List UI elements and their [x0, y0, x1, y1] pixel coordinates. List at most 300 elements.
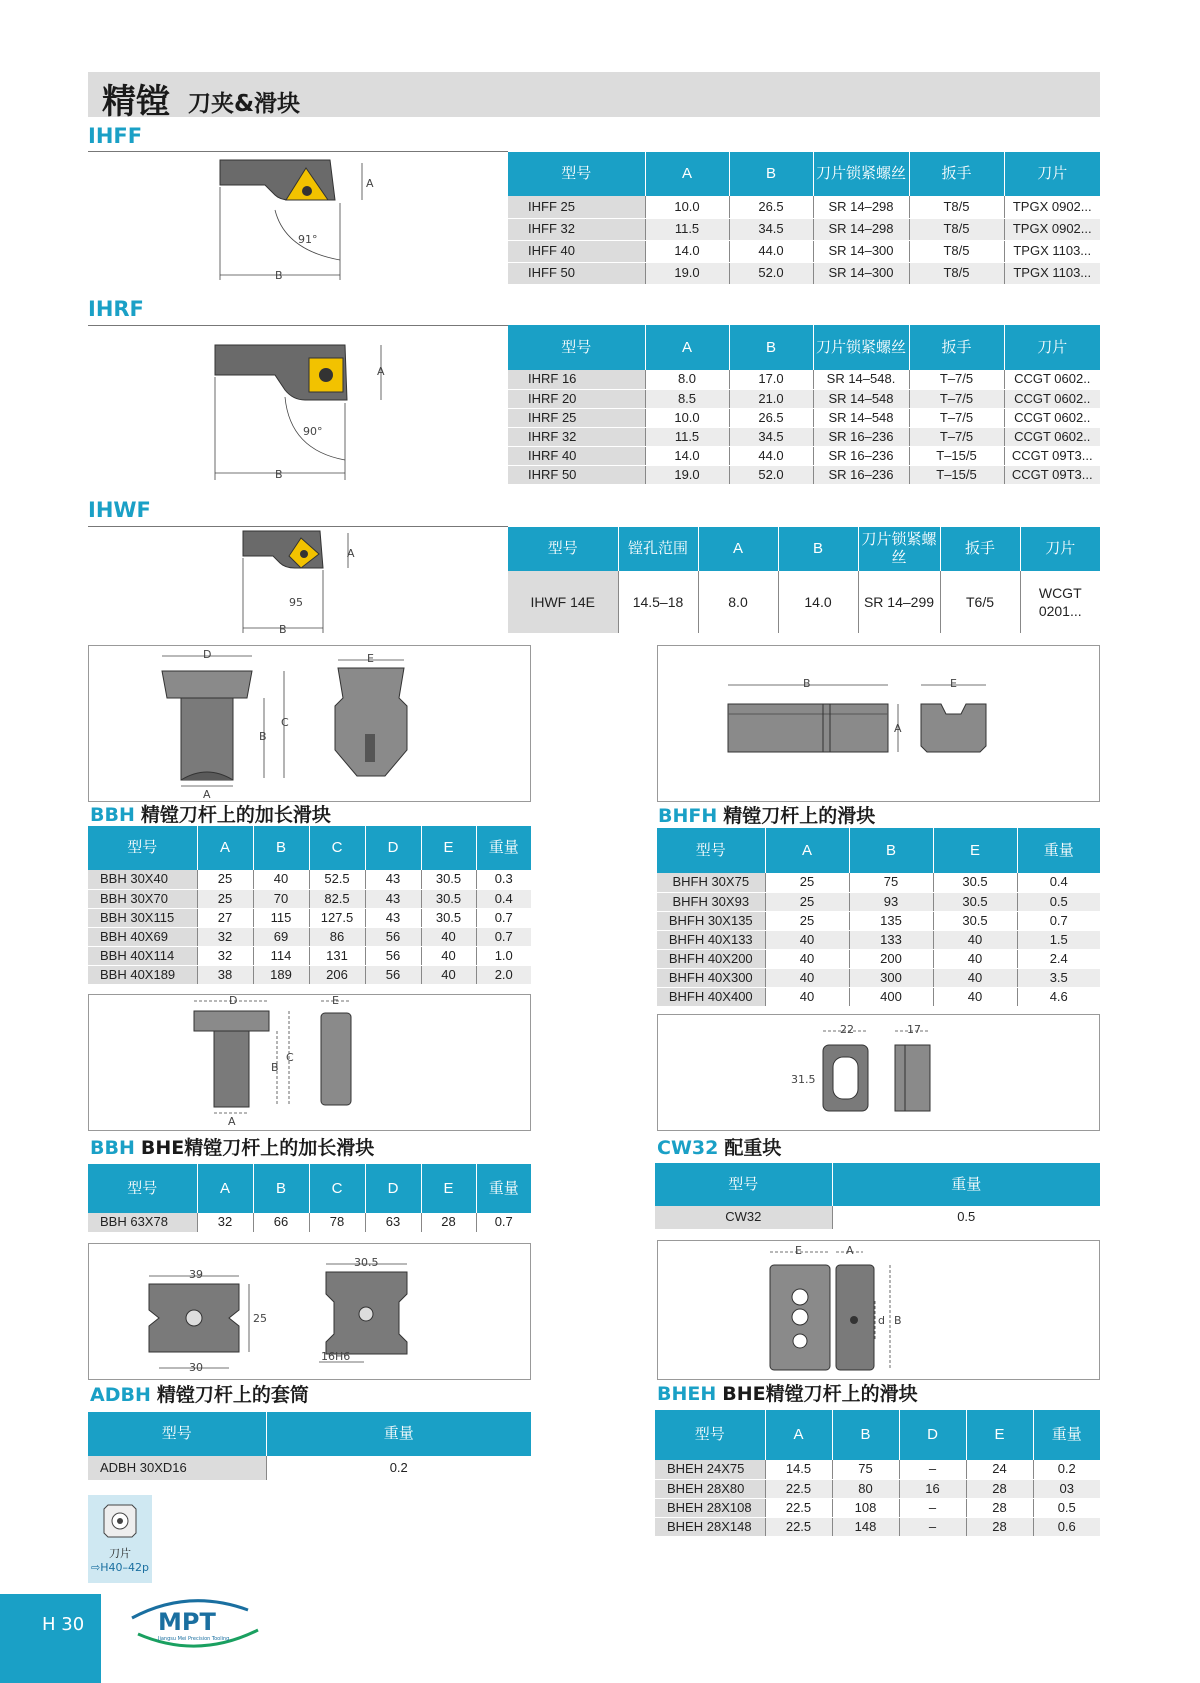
table-cell: 133: [849, 930, 933, 949]
col-header: 镗孔范围: [618, 527, 698, 571]
table-cell: 43: [365, 908, 421, 927]
dim-a: A: [347, 547, 355, 560]
col-header: B: [729, 325, 813, 370]
col-header: E: [966, 1410, 1033, 1460]
table-row: [657, 987, 1100, 1006]
ihrf-table: [508, 325, 1100, 485]
table-cell: 0.7: [476, 908, 531, 927]
table-cell: 2.4: [1017, 949, 1100, 968]
table-cell: BHFH 40X400: [657, 987, 765, 1006]
table-cell: 34.5: [729, 427, 813, 446]
dim-d: D: [229, 995, 238, 1007]
table-cell: 75: [849, 873, 933, 892]
table-cell: BHFH 30X135: [657, 911, 765, 930]
table-cell: 108: [832, 1498, 899, 1517]
table-cell: TPGX 0902...: [1004, 196, 1100, 218]
table-cell: 11.5: [645, 218, 729, 240]
dim-b: 30: [189, 1361, 203, 1374]
table-cell: 27: [197, 908, 253, 927]
dim-e: E: [795, 1244, 802, 1257]
product-code: BBH: [90, 804, 135, 826]
ihff-table: [508, 152, 1100, 285]
table-cell: 86: [309, 927, 365, 946]
col-header: 型号: [508, 325, 645, 370]
table-cell: 127.5: [309, 908, 365, 927]
table-cell: 4.6: [1017, 987, 1100, 1006]
col-header: 型号: [657, 828, 765, 873]
table-cell: 16: [899, 1479, 966, 1498]
table-cell: 40: [933, 930, 1017, 949]
col-header: 刀片锁紧螺丝: [813, 152, 909, 196]
product-code: BHEH: [657, 1383, 717, 1405]
bhfh-table: [657, 828, 1100, 1007]
dim-b: B: [279, 623, 287, 636]
col-header: A: [765, 828, 849, 873]
dim-a: A: [203, 788, 211, 801]
dim-e: E: [332, 995, 339, 1007]
table-cell: BBH 40X69: [88, 927, 197, 946]
table-cell: 40: [421, 927, 476, 946]
table-row: [508, 465, 1100, 484]
col-header: A: [197, 1164, 253, 1213]
insert-label: 刀片: [109, 1547, 131, 1560]
col-header: B: [832, 1410, 899, 1460]
table-cell: ADBH 30XD16: [88, 1456, 266, 1480]
table-cell: BHEH 28X148: [655, 1517, 765, 1536]
table-cell: 30.5: [933, 873, 1017, 892]
col-header: 刀片锁紧螺丝: [858, 527, 940, 571]
page-subtitle: 刀夹&滑块: [188, 91, 301, 117]
section-label-ihwf: IHWF: [88, 498, 151, 522]
table-cell: 22.5: [765, 1479, 832, 1498]
section-divider: [88, 526, 508, 527]
dim-b: B: [275, 269, 283, 282]
ihwf-table: [508, 527, 1100, 634]
table-cell: 0.2: [1033, 1460, 1100, 1479]
table-cell: BBH 30X115: [88, 908, 197, 927]
table-cell: 24: [966, 1460, 1033, 1479]
col-header: C: [309, 826, 365, 870]
table-cell: 30.5: [421, 889, 476, 908]
table-cell: T–7/5: [909, 370, 1004, 389]
col-header: B: [729, 152, 813, 196]
table-cell: 38: [197, 965, 253, 984]
table-cell: 28: [966, 1517, 1033, 1536]
table-cell: 0.4: [476, 889, 531, 908]
table-cell: T8/5: [909, 262, 1004, 284]
table-cell: IHRF 16: [508, 370, 645, 389]
table-cell: SR 14–300: [813, 262, 909, 284]
table-cell: 40: [933, 949, 1017, 968]
cw32-image-box: [657, 1014, 1100, 1131]
table-row: [508, 262, 1100, 284]
col-header: 扳手: [940, 527, 1020, 571]
dim-d: d: [878, 1314, 885, 1327]
table-cell: IHRF 20: [508, 389, 645, 408]
insert-page-link[interactable]: ⇨H40–42p: [91, 1561, 149, 1574]
table-cell: 30.5: [933, 892, 1017, 911]
col-header: 重量: [476, 1164, 531, 1213]
bheh-drawing: [658, 1241, 1099, 1379]
table-cell: BHFH 40X133: [657, 930, 765, 949]
col-header: 扳手: [909, 152, 1004, 196]
col-header: A: [645, 152, 729, 196]
table-cell: 66: [253, 1213, 309, 1232]
table-cell: SR 14–299: [858, 571, 940, 633]
adbh-heading: [90, 1380, 309, 1407]
product-code: CW32: [657, 1137, 719, 1159]
table-row: [655, 1206, 1100, 1229]
table-cell: 56: [365, 965, 421, 984]
table-cell: T–15/5: [909, 465, 1004, 484]
table-cell: –: [899, 1498, 966, 1517]
table-row: [88, 946, 531, 965]
dim-h: 31.5: [791, 1073, 816, 1086]
table-cell: 32: [197, 927, 253, 946]
dim-e: E: [367, 652, 374, 665]
dim-b: B: [271, 1061, 279, 1074]
table-cell: 44.0: [729, 446, 813, 465]
logo-text: MPT: [158, 1608, 216, 1636]
table-cell: TPGX 1103...: [1004, 240, 1100, 262]
table-row: [88, 908, 531, 927]
table-cell: 11.5: [645, 427, 729, 446]
dim-w: 39: [189, 1268, 203, 1281]
cw32-table: [655, 1163, 1100, 1230]
product-title: 精镗刀杆上的滑块: [723, 805, 876, 827]
table-cell: 32: [197, 1213, 253, 1232]
table-cell: 40: [765, 968, 849, 987]
section-divider: [88, 325, 508, 326]
table-cell: 52.0: [729, 465, 813, 484]
table-cell: IHFF 25: [508, 196, 645, 218]
col-header: B: [253, 826, 309, 870]
table-cell: 1.0: [476, 946, 531, 965]
table-cell: BBH 40X114: [88, 946, 197, 965]
dim-angle: 91°: [298, 233, 318, 246]
table-cell: BBH 63X78: [88, 1213, 197, 1232]
table-cell: 93: [849, 892, 933, 911]
adbh-image-box: [88, 1243, 531, 1380]
table-cell: 28: [966, 1479, 1033, 1498]
table-cell: 19.0: [645, 465, 729, 484]
product-code: BBH: [90, 1137, 135, 1159]
table-cell: SR 14–298: [813, 218, 909, 240]
dim-f: 16H6: [321, 1350, 351, 1363]
table-cell: 25: [765, 873, 849, 892]
table-cell: 56: [365, 946, 421, 965]
table-cell: 200: [849, 949, 933, 968]
table-cell: BBH 40X189: [88, 965, 197, 984]
table-cell: 14.5: [765, 1460, 832, 1479]
col-header: 扳手: [909, 325, 1004, 370]
table-row: [508, 389, 1100, 408]
col-header: A: [645, 325, 729, 370]
dim-b: B: [803, 677, 811, 690]
table-cell: IHWF 14E: [508, 571, 618, 633]
col-header: A: [765, 1410, 832, 1460]
dim-a: A: [377, 365, 385, 378]
table-cell: 14.0: [645, 240, 729, 262]
col-header: 型号: [88, 826, 197, 870]
table-cell: 56: [365, 927, 421, 946]
table-row: [508, 427, 1100, 446]
dim-w: 22: [840, 1023, 854, 1036]
table-cell: 63: [365, 1213, 421, 1232]
bbh-drawing: [89, 646, 530, 801]
bbh-bhe-drawing: [89, 995, 530, 1130]
page-number-tab: [0, 1594, 101, 1683]
table-cell: CCGT 0602..: [1004, 389, 1100, 408]
table-cell: 114: [253, 946, 309, 965]
product-code: ADBH: [90, 1384, 151, 1406]
table-cell: 25: [197, 870, 253, 889]
table-cell: T–7/5: [909, 408, 1004, 427]
table-cell: IHRF 32: [508, 427, 645, 446]
table-cell: BHEH 24X75: [655, 1460, 765, 1479]
table-cell: 26.5: [729, 196, 813, 218]
dim-a: A: [228, 1115, 236, 1128]
dim-e: 30.5: [354, 1256, 379, 1269]
col-header: E: [421, 826, 476, 870]
table-cell: CCGT 0602..: [1004, 370, 1100, 389]
table-cell: 78: [309, 1213, 365, 1232]
table-cell: 40: [421, 965, 476, 984]
table-row: [88, 965, 531, 984]
dim-e: E: [950, 677, 957, 690]
table-cell: T8/5: [909, 196, 1004, 218]
table-cell: CCGT 0602..: [1004, 427, 1100, 446]
dim-b: B: [894, 1314, 902, 1327]
table-cell: BHEH 28X108: [655, 1498, 765, 1517]
table-cell: SR 16–236: [813, 465, 909, 484]
dim-a: A: [894, 722, 902, 735]
bbh-bhe-table: [88, 1164, 531, 1233]
table-cell: 40: [765, 987, 849, 1006]
dim-b: B: [259, 730, 267, 743]
col-header: 刀片: [1020, 527, 1100, 571]
table-cell: –: [899, 1460, 966, 1479]
col-header: 刀片: [1004, 325, 1100, 370]
bhfh-heading: [658, 801, 875, 828]
adbh-table: [88, 1412, 531, 1481]
dim-angle: 90°: [303, 425, 323, 438]
table-row: [508, 370, 1100, 389]
insert-icon: [100, 1501, 140, 1541]
col-header: 重量: [1017, 828, 1100, 873]
table-row: [508, 571, 1100, 633]
table-cell: 300: [849, 968, 933, 987]
dim-angle: 95: [289, 596, 303, 609]
page-number: H 30: [42, 1614, 85, 1635]
table-cell: 70: [253, 889, 309, 908]
table-cell: 131: [309, 946, 365, 965]
page-title: 精镗: [102, 82, 170, 122]
bbh-bhe-heading: [90, 1133, 374, 1160]
col-header: A: [698, 527, 778, 571]
table-row: [508, 446, 1100, 465]
product-code: BHFH: [658, 805, 718, 827]
col-header: A: [197, 826, 253, 870]
dim-c: C: [281, 716, 289, 729]
col-header: B: [849, 828, 933, 873]
table-cell: IHFF 50: [508, 262, 645, 284]
table-cell: 03: [1033, 1479, 1100, 1498]
product-title: 配重块: [724, 1137, 782, 1159]
table-row: [508, 218, 1100, 240]
table-cell: 40: [933, 987, 1017, 1006]
dim-d: D: [203, 648, 212, 661]
table-cell: SR 14–300: [813, 240, 909, 262]
table-row: [655, 1517, 1100, 1536]
table-cell: 25: [765, 911, 849, 930]
table-row: [657, 930, 1100, 949]
table-cell: 30.5: [421, 908, 476, 927]
table-row: [508, 196, 1100, 218]
bhfh-image-box: [657, 645, 1100, 802]
table-cell: 52.0: [729, 262, 813, 284]
col-header: 重量: [1033, 1410, 1100, 1460]
table-cell: 8.0: [645, 370, 729, 389]
col-header: E: [421, 1164, 476, 1213]
col-header: D: [899, 1410, 966, 1460]
table-cell: BHFH 40X200: [657, 949, 765, 968]
table-cell: 75: [832, 1460, 899, 1479]
table-cell: 0.7: [476, 927, 531, 946]
bbh-bhe-image-box: [88, 994, 531, 1131]
table-cell: 135: [849, 911, 933, 930]
table-row: [657, 949, 1100, 968]
insert-reference[interactable]: [88, 1495, 152, 1583]
table-row: [655, 1498, 1100, 1517]
table-cell: 8.5: [645, 389, 729, 408]
table-cell: SR 14–298: [813, 196, 909, 218]
section-divider: [88, 151, 508, 152]
table-cell: 0.5: [832, 1206, 1100, 1229]
table-cell: 115: [253, 908, 309, 927]
bheh-table: [655, 1410, 1100, 1537]
table-cell: BHFH 30X75: [657, 873, 765, 892]
bheh-image-box: [657, 1240, 1100, 1380]
col-header: D: [365, 826, 421, 870]
section-label-ihrf: IHRF: [88, 297, 144, 321]
col-header: 重量: [476, 826, 531, 870]
col-header: 型号: [508, 152, 645, 196]
table-cell: 30.5: [933, 911, 1017, 930]
table-cell: 0.7: [476, 1213, 531, 1232]
dim-c: C: [286, 1051, 294, 1064]
table-row: [657, 911, 1100, 930]
table-row: [88, 1456, 531, 1480]
table-cell: SR 16–236: [813, 427, 909, 446]
table-cell: 43: [365, 889, 421, 908]
product-title: BHE精镗刀杆上的加长滑块: [140, 1137, 375, 1159]
table-cell: IHRF 40: [508, 446, 645, 465]
table-cell: 14.5–18: [618, 571, 698, 633]
table-cell: 82.5: [309, 889, 365, 908]
col-header: C: [309, 1164, 365, 1213]
table-cell: 40: [765, 949, 849, 968]
table-cell: 40: [765, 930, 849, 949]
table-cell: 25: [765, 892, 849, 911]
table-cell: 189: [253, 965, 309, 984]
col-header: 型号: [508, 527, 618, 571]
table-cell: T6/5: [940, 571, 1020, 633]
table-cell: T8/5: [909, 240, 1004, 262]
table-cell: 14.0: [645, 446, 729, 465]
table-cell: IHFF 32: [508, 218, 645, 240]
table-cell: 1.5: [1017, 930, 1100, 949]
table-row: [88, 927, 531, 946]
table-cell: IHRF 25: [508, 408, 645, 427]
product-title: BHE精镗刀杆上的滑块: [722, 1383, 918, 1405]
bhfh-drawing: [658, 646, 1099, 801]
table-cell: T–7/5: [909, 427, 1004, 446]
table-cell: 148: [832, 1517, 899, 1536]
table-cell: T–7/5: [909, 389, 1004, 408]
col-header: 型号: [88, 1164, 197, 1213]
bbh-image-box: [88, 645, 531, 802]
bbh-heading: [90, 800, 331, 827]
table-row: [657, 892, 1100, 911]
table-row: [508, 240, 1100, 262]
table-cell: BHEH 28X80: [655, 1479, 765, 1498]
col-header: 重量: [266, 1412, 531, 1456]
table-row: [657, 873, 1100, 892]
table-cell: SR 14–548: [813, 408, 909, 427]
table-cell: 22.5: [765, 1517, 832, 1536]
table-cell: 400: [849, 987, 933, 1006]
section-label-ihff: IHFF: [88, 124, 143, 148]
table-cell: 0.5: [1017, 892, 1100, 911]
table-cell: 40: [933, 968, 1017, 987]
adbh-drawing: [89, 1244, 530, 1379]
table-row: [88, 870, 531, 889]
table-cell: 40: [421, 946, 476, 965]
logo-tagline: Jiangsu Mei Precision Tooling: [158, 1636, 230, 1642]
table-cell: 26.5: [729, 408, 813, 427]
table-row: [508, 408, 1100, 427]
table-cell: CCGT 09T3...: [1004, 465, 1100, 484]
col-header: D: [365, 1164, 421, 1213]
table-cell: 0.2: [266, 1456, 531, 1480]
dim-h: 25: [253, 1312, 267, 1325]
table-row: [88, 889, 531, 908]
table-cell: 0.4: [1017, 873, 1100, 892]
table-cell: BHFH 40X300: [657, 968, 765, 987]
table-cell: IHRF 50: [508, 465, 645, 484]
table-cell: WCGT 0201...: [1020, 571, 1100, 633]
table-row: [88, 1213, 531, 1232]
table-cell: 52.5: [309, 870, 365, 889]
table-cell: T–15/5: [909, 446, 1004, 465]
table-cell: BBH 30X40: [88, 870, 197, 889]
table-cell: T8/5: [909, 218, 1004, 240]
table-cell: TPGX 1103...: [1004, 262, 1100, 284]
col-header: B: [778, 527, 858, 571]
ihwf-drawing: [235, 528, 365, 638]
table-cell: 69: [253, 927, 309, 946]
table-row: [655, 1460, 1100, 1479]
col-header: B: [253, 1164, 309, 1213]
col-header: 型号: [655, 1410, 765, 1460]
table-cell: IHFF 40: [508, 240, 645, 262]
table-cell: CW32: [655, 1206, 832, 1229]
table-row: [655, 1479, 1100, 1498]
table-cell: TPGX 0902...: [1004, 218, 1100, 240]
table-cell: 14.0: [778, 571, 858, 633]
table-cell: SR 14–548.: [813, 370, 909, 389]
